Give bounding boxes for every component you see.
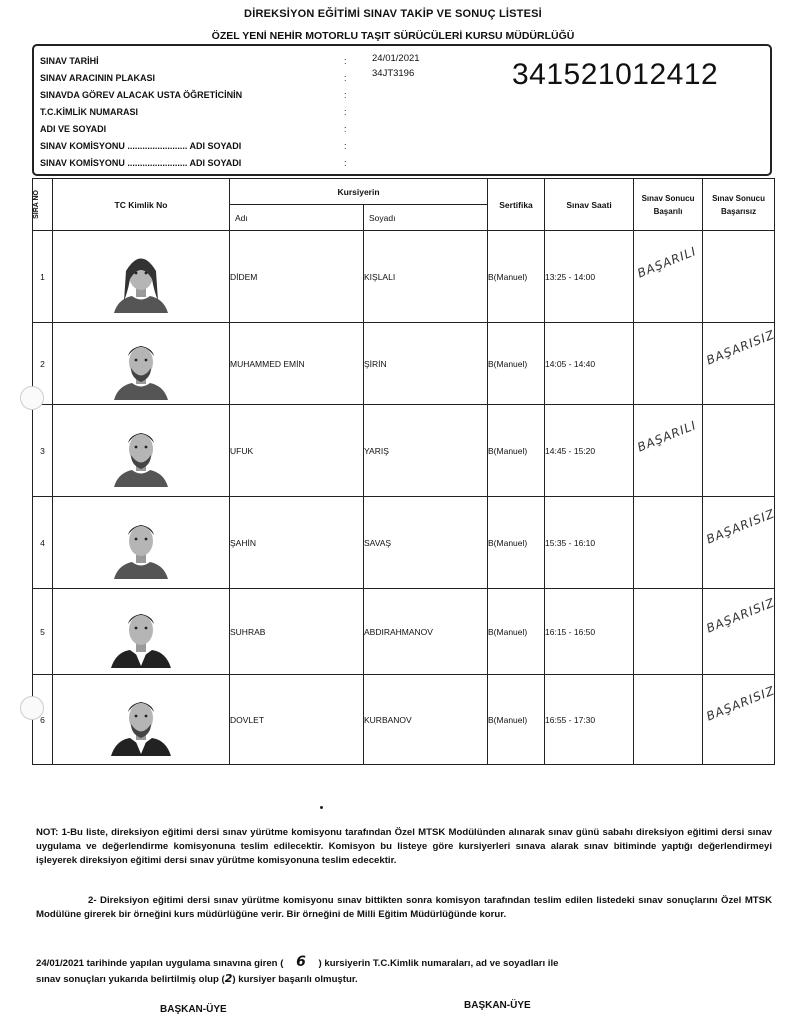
student-last-name: ŞİRİN <box>364 323 488 405</box>
student-first-name: DOVLET <box>230 675 364 765</box>
student-photo <box>106 596 176 668</box>
info-value-plate: 34JT3196 <box>372 68 415 79</box>
hole-punch <box>20 696 44 720</box>
student-first-name: SUHRAB <box>230 589 364 675</box>
row-number: 3 <box>33 405 53 497</box>
handwritten-count: 6 <box>296 954 306 970</box>
student-first-name: UFUK <box>230 405 364 497</box>
info-label-committee-1: SINAV KOMİSYONU ........................ ADI SOYADI <box>40 141 242 151</box>
header-saat: Sınav Saati <box>545 179 634 231</box>
handwritten-result: BAŞARISIZ <box>704 595 777 636</box>
tc-photo-cell <box>53 323 230 405</box>
student-photo <box>106 507 176 579</box>
note-1: NOT: 1-Bu liste, direksiyon eğitimi dersi sınav yürütme komisyonu tarafından Özel MTSK Modülünden alınarak sınav günü sabahı direksiyon eğitimi dersi sınav uygulama ve değerlendirme komisyonuna teslim edilecektir. Komisyon bu listeye göre kursiyerleri sınava alarak sınav bitiminde yaptığı değerlendirmeyi işleyerek direksiyon eğitimi dersi sınav yürütme komisyonuna teslim edecektir. <box>36 827 772 866</box>
table-row <box>33 497 775 589</box>
header-tc: TC Kimlik No <box>53 179 230 231</box>
exam-number: 341521012412 <box>512 58 719 91</box>
exam-time: 16:15 - 16:50 <box>545 589 634 675</box>
dot-mark <box>320 806 323 809</box>
header-basarili: Sınav Sonucu Başarılı <box>634 179 703 231</box>
header-sertifika: Sertifika <box>488 179 545 231</box>
info-label-name: ADI VE SOYADI <box>40 124 107 134</box>
row-number: 4 <box>33 497 53 589</box>
row-number: 5 <box>33 589 53 675</box>
info-value-date: 24/01/2021 <box>372 53 420 64</box>
info-colon: : <box>344 107 347 117</box>
header-adi: Adı <box>230 205 364 231</box>
result-fail <box>703 589 775 675</box>
result-fail <box>703 231 775 323</box>
info-label-date: SINAV TARİHİ <box>40 56 99 66</box>
student-photo <box>106 684 176 756</box>
info-label-committee-2: SINAV KOMİSYONU ........................ ADI SOYADI <box>40 158 242 168</box>
certificate: B(Manuel) <box>488 231 545 323</box>
row-number: 2 <box>33 323 53 405</box>
result-fail <box>703 323 775 405</box>
result-fail <box>703 405 775 497</box>
tc-photo-cell <box>53 589 230 675</box>
certificate: B(Manuel) <box>488 323 545 405</box>
signature-right: BAŞKAN-ÜYE <box>464 1000 531 1011</box>
header-basarisiz: Sınav Sonucu Başarısız <box>703 179 775 231</box>
tc-photo-cell <box>53 231 230 323</box>
table-row <box>33 589 775 675</box>
info-label-plate: SINAV ARACININ PLAKASI <box>40 73 156 83</box>
handwritten-result: BAŞARISIZ <box>704 683 777 724</box>
info-colon: : <box>344 124 347 134</box>
student-last-name: KURBANOV <box>364 675 488 765</box>
document-title: DİREKSİYON EĞİTİMİ SINAV TAKİP VE SONUÇ LİSTESİ <box>244 8 542 20</box>
tc-photo-cell <box>53 675 230 765</box>
candidate-table <box>32 178 775 765</box>
student-first-name: ŞAHİN <box>230 497 364 589</box>
result-fail <box>703 497 775 589</box>
certificate: B(Manuel) <box>488 675 545 765</box>
result-fail <box>703 675 775 765</box>
tc-photo-cell <box>53 405 230 497</box>
student-first-name: DİDEM <box>230 231 364 323</box>
student-last-name: YARIŞ <box>364 405 488 497</box>
result-pass <box>634 589 703 675</box>
header-kursiyerin: Kursiyerin <box>230 179 488 205</box>
student-photo <box>106 241 176 313</box>
info-label-instructor: SINAVDA GÖREV ALACAK USTA ÖĞRETİCİNİN <box>40 90 243 100</box>
handwritten-passed: 2 <box>224 972 233 985</box>
table-row <box>33 405 775 497</box>
table-row <box>33 675 775 765</box>
info-colon: : <box>344 158 347 168</box>
exam-time: 16:55 - 17:30 <box>545 675 634 765</box>
info-colon: : <box>344 56 347 66</box>
row-number: 6 <box>33 675 53 765</box>
student-photo <box>106 415 176 487</box>
certificate: B(Manuel) <box>488 405 545 497</box>
header-sira-no: SIRA NO <box>33 179 53 231</box>
student-last-name: ABDIRAHMANOV <box>364 589 488 675</box>
info-colon: : <box>344 90 347 100</box>
header-soyadi: Soyadı <box>364 205 488 231</box>
exam-info-box <box>32 44 772 176</box>
student-last-name: KIŞLALI <box>364 231 488 323</box>
handwritten-result: BAŞARISIZ <box>704 506 777 547</box>
certificate: B(Manuel) <box>488 589 545 675</box>
student-first-name: MUHAMMED EMİN <box>230 323 364 405</box>
summary-line-1: 24/01/2021 tarihinde yapılan uygulama sınavına giren ( 6 ) kursiyerin T.C.Kimlik numaraları, ad ve soyadları ile <box>36 954 559 970</box>
result-pass <box>634 231 703 323</box>
hole-punch <box>20 386 44 410</box>
info-colon: : <box>344 141 347 151</box>
handwritten-result: BAŞARILI <box>635 418 699 455</box>
document-subtitle: ÖZEL YENİ NEHİR MOTORLU TAŞIT SÜRÜCÜLERİ KURSU MÜDÜRLÜĞÜ <box>211 30 575 42</box>
handwritten-result: BAŞARISIZ <box>704 327 777 368</box>
result-pass <box>634 497 703 589</box>
info-colon: : <box>344 73 347 83</box>
table-row <box>33 231 775 323</box>
exam-time: 13:25 - 14:00 <box>545 231 634 323</box>
table-row <box>33 323 775 405</box>
exam-time: 14:05 - 14:40 <box>545 323 634 405</box>
row-number: 1 <box>33 231 53 323</box>
note-2: 2- Direksiyon eğitimi dersi sınav yürütme komisyonu sınav bittikten sonra komisyon tarafından teslim edilen listedeki sınav sonuçlarını Özel MTSK Modülüne girerek bir örneğini kurs müdürlüğüne verir. Bir örneğini de Milli Eğitim Müdürlüğünde korur. <box>36 895 772 920</box>
student-photo <box>106 328 176 400</box>
summary-line-2: sınav sonuçları yukarıda belirtilmiş olup (2) kursiyer başarılı olmuştur. <box>36 972 358 985</box>
result-pass <box>634 675 703 765</box>
certificate: B(Manuel) <box>488 497 545 589</box>
handwritten-result: BAŞARILI <box>635 244 699 281</box>
exam-time: 15:35 - 16:10 <box>545 497 634 589</box>
result-pass <box>634 323 703 405</box>
result-pass <box>634 405 703 497</box>
tc-photo-cell <box>53 497 230 589</box>
info-label-tc: T.C.KİMLİK NUMARASI <box>40 107 138 117</box>
signature-left: BAŞKAN-ÜYE <box>160 1004 227 1015</box>
exam-time: 14:45 - 15:20 <box>545 405 634 497</box>
student-last-name: SAVAŞ <box>364 497 488 589</box>
